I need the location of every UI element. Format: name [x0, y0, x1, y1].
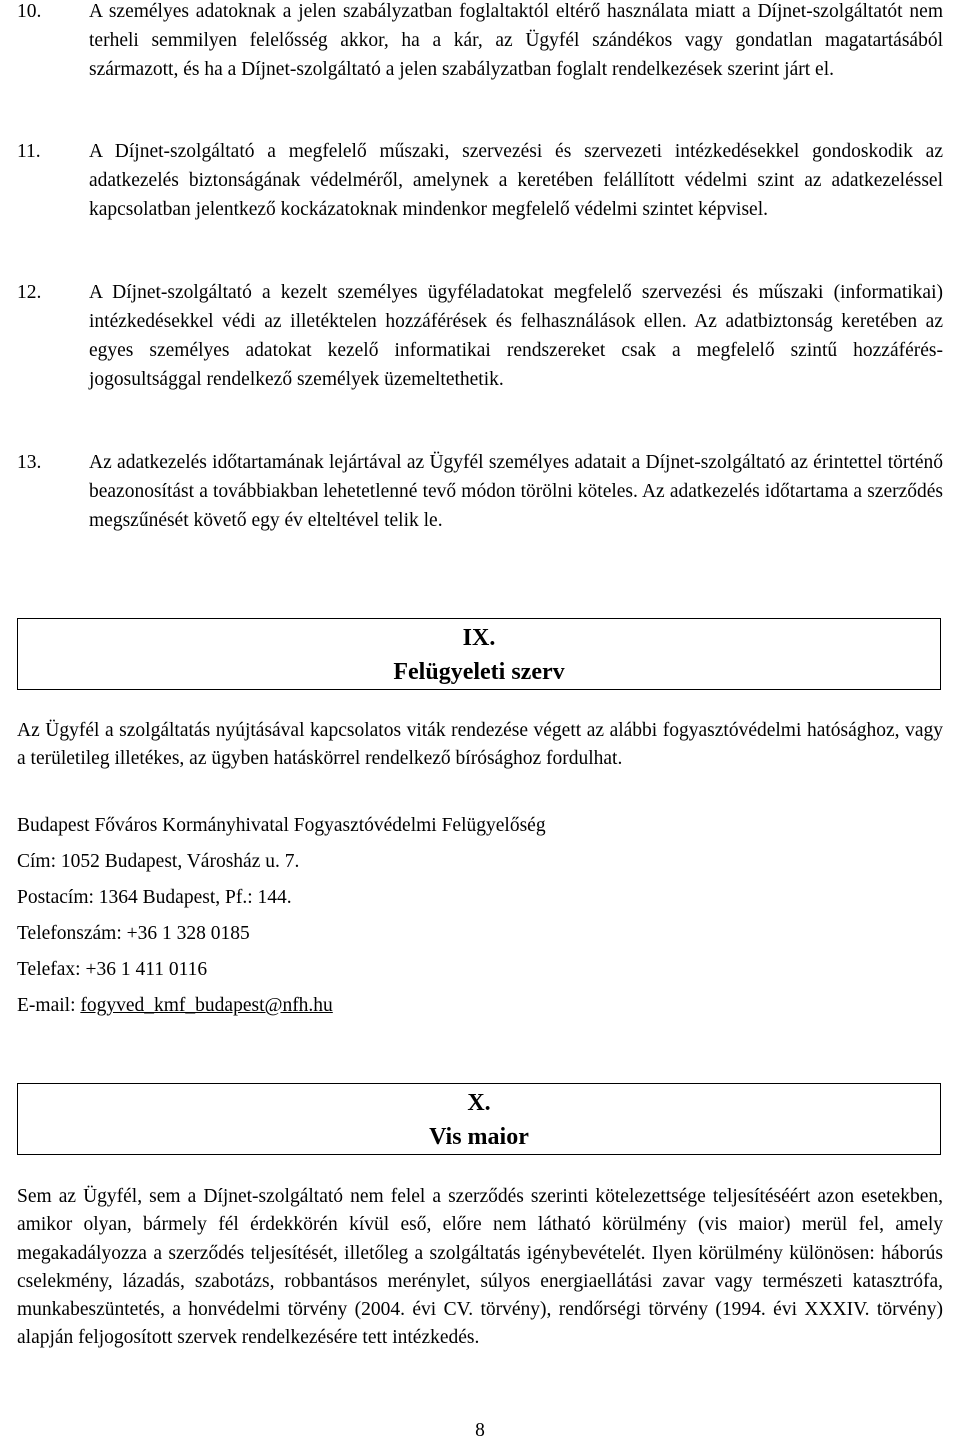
section-numeral: X. [467, 1090, 491, 1116]
section-ix-intro: Az Ügyfél a szolgáltatás nyújtásával kapcsolatos viták rendezése végett az alábbi fogyasztóvédelmi hatósághoz, vagy a területileg illetékes, az ügyben hatáskörrel rendelkező bírósághoz fordulhat. [17, 720, 943, 770]
email-label: E-mail: [17, 995, 81, 1016]
item-number: 13. [17, 452, 42, 473]
authority-fax: Telefax: +36 1 411 0116 [17, 959, 208, 980]
authority-postal: Postacím: 1364 Budapest, Pf.: 144. [17, 887, 292, 908]
authority-address: Cím: 1052 Budapest, Városház u. 7. [17, 851, 300, 872]
authority-name: Budapest Főváros Kormányhivatal Fogyasztóvédelmi Felügyelőség [17, 815, 546, 836]
item-text: A személyes adatoknak a jelen szabályzatban foglaltaktól eltérő használata miatt a Díjnet-szolgáltatót nem terheli semmilyen felelősség akkor, ha a kár, az Ügyfél szándékos vagy gondatlan magatartásából származott, és ha a Díjnet-szolgáltató a jelen szabályzatban foglalt rendelkezések szerint járt el. [89, 1, 943, 80]
item-number: 12. [17, 282, 42, 303]
item-text: A Díjnet-szolgáltató a megfelelő műszaki, szervezési és szervezeti intézkedésekkel gondoskodik az adatkezelés biztonságának védelméről, amelynek a keretében felállított védelmi szint az adatkezeléssel kapcsolatban jelentkező kockázatoknak mindenkor megfelelő védelmi szintet képvisel. [89, 141, 943, 220]
item-number: 10. [17, 1, 42, 22]
list-item-10 [17, 0, 943, 84]
authority-phone: Telefonszám: +36 1 328 0185 [17, 923, 250, 944]
section-title: Vis maior [429, 1124, 529, 1150]
authority-email [17, 994, 333, 1018]
page-number: 8 [475, 1420, 485, 1441]
email-link[interactable]: fogyved_kmf_budapest@nfh.hu [80, 995, 333, 1016]
list-item-13 [17, 448, 943, 535]
section-x-text: Sem az Ügyfél, sem a Díjnet-szolgáltató nem felel a szerződés szerinti kötelezettsége teljesítéséért azon esetekben, amikor olyan, bármely fél érdekkörén kívül eső, előre nem látható körülmény (vis maior) merül fel, amely megakadályozza a szerződés teljesítését, illetőleg a szolgáltatás igénybevételét. Ilyen körülmény különösen: háborús cselekmény, lázadás, szabotázs, robbantásos merénylet, súlyos energiaellátási zavar vagy természeti katasztrófa, munkabeszüntetés, a honvédelmi törvény (2004. évi CV. törvény), rendőrségi törvény (1994. évi XXXIV. törvény) alapján feljogosított szervek rendelkezésére tett intézkedés. [17, 1186, 943, 1349]
item-number: 11. [17, 141, 41, 162]
section-title: Felügyeleti szerv [393, 659, 565, 685]
item-text: A Díjnet-szolgáltató a kezelt személyes ügyféladatokat megfelelő szervezési és műszaki (informatikai) intézkedésekkel védi az illetéktelen hozzáférések és felhasználások ellen. Az adatbiztonság keretében az egyes személyes adatokat kezelő informatikai rendszereket csak a megfelelő szintű hozzáférés-jogosultsággal rendelkező személyek üzemeltethetik. [89, 282, 943, 390]
section-numeral: IX. [462, 625, 496, 651]
list-item-12 [17, 278, 943, 394]
item-text: Az adatkezelés időtartamának lejártával az Ügyfél személyes adatait a Díjnet-szolgáltató az érintettel történő beazonosítást a továbbiakban lehetetlenné tevő módon törölni köteles. Az adatkezelés időtartama a szerződés megszűnését követő egy év elteltével telik le. [89, 452, 943, 531]
list-item-11 [17, 137, 943, 224]
section-heading-ix [17, 618, 941, 690]
section-heading-x [17, 1083, 941, 1155]
